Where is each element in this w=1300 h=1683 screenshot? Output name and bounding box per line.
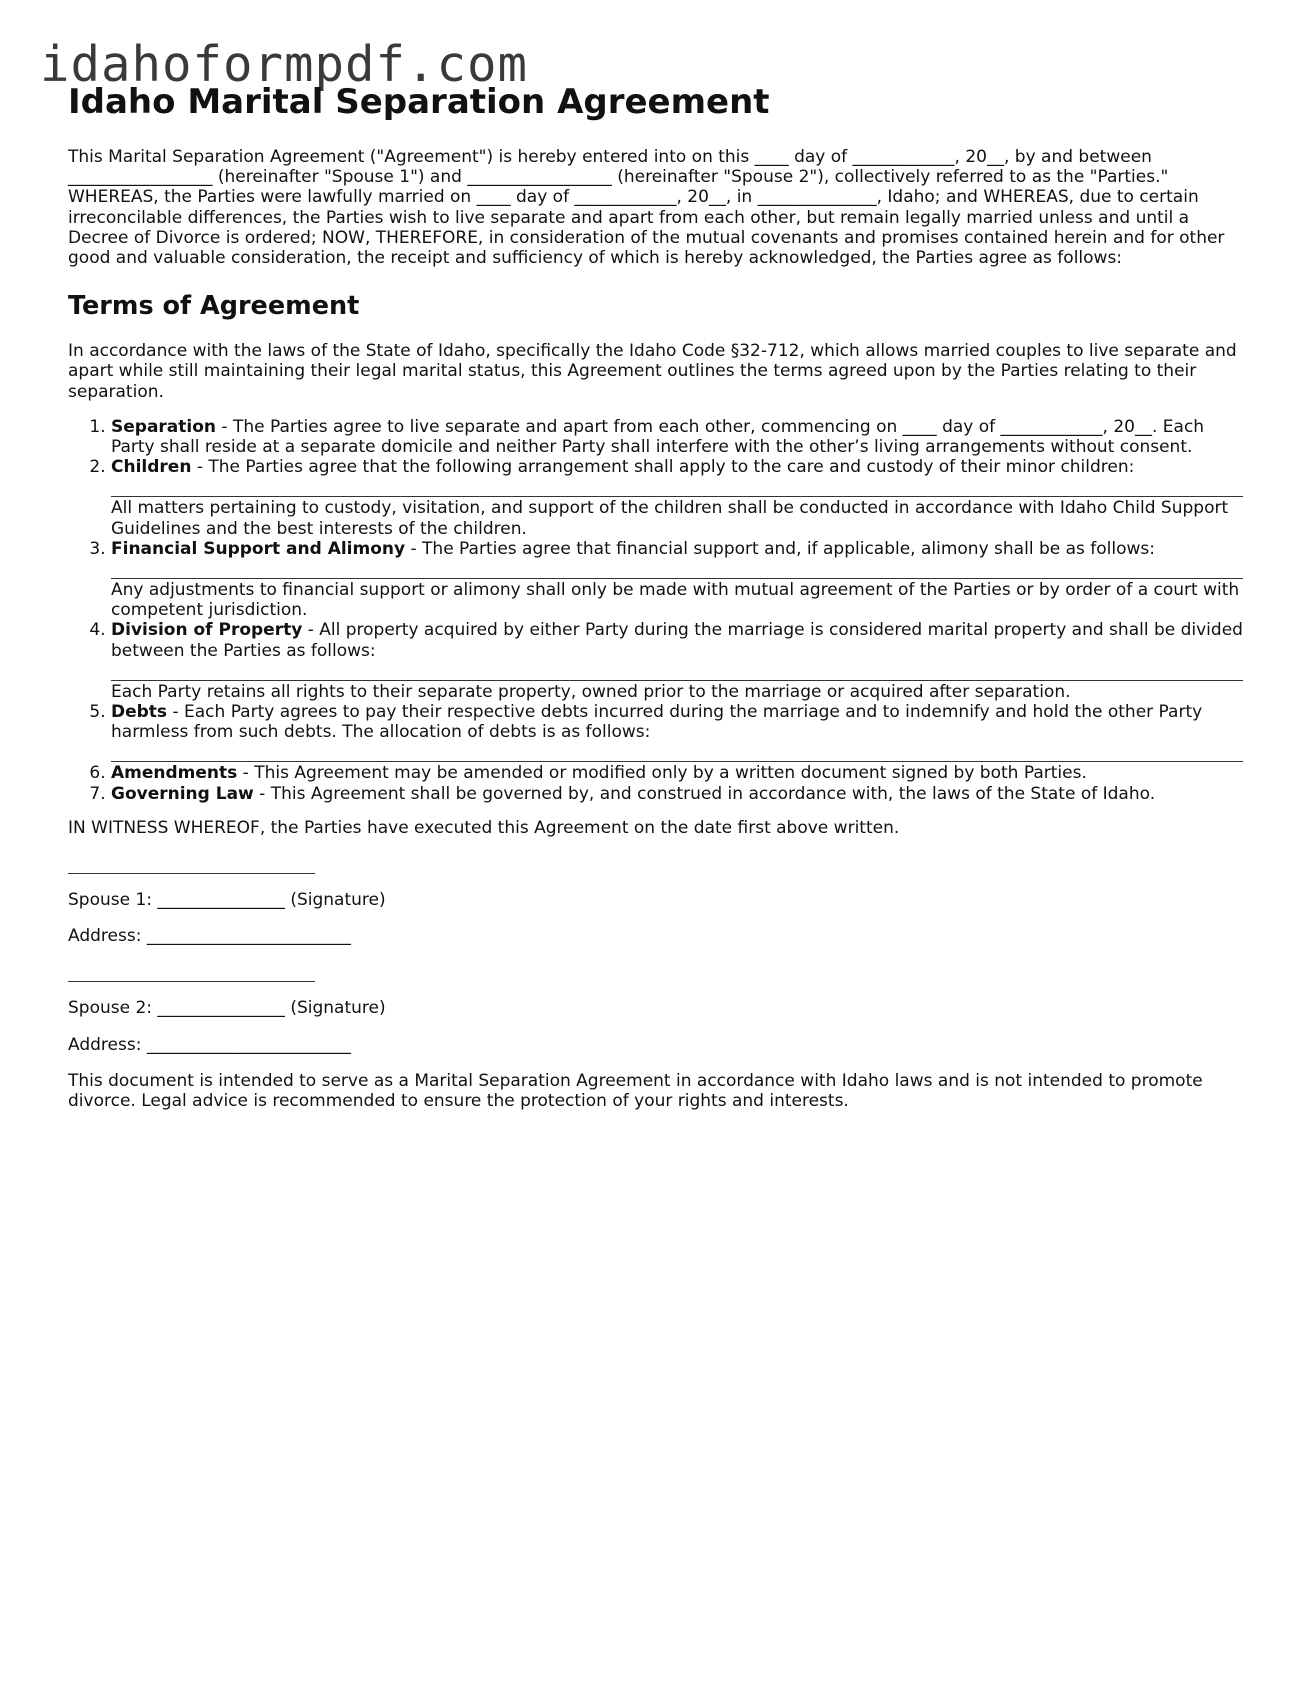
- term-text: - The Parties agree to live separate and apart from each other, commencing on ____ day of ____________, 20__. Each Party shall reside at a separate domicile and neither Party shall interfere with the other’s living arrangements without consent.: [111, 416, 1205, 458]
- term-text: - Each Party agrees to pay their respective debts incurred during the marriage and to indemnify and hold the other Party harmless from such debts. The allocation of debts is as follows:: [111, 702, 1203, 743]
- site-watermark: idahoformpdf.com: [40, 36, 529, 93]
- disclaimer-note: This document is intended to serve as a Marital Separation Agreement in accordance with Idaho laws and is not intended to promote divorce. Legal advice is recommended to ensure the protection of your rights and interests.: [68, 1070, 1203, 1112]
- term-governing-law: [111, 784, 1243, 804]
- term-label: Financial Support and Alimony: [111, 538, 406, 559]
- term-label: Debts: [111, 702, 168, 723]
- term-amendments: [111, 763, 1243, 783]
- term-label: Separation: [111, 416, 217, 437]
- term-text: - All property acquired by either Party during the marriage is considered marital property and shall be divided between the Parties as follows:: [111, 620, 1243, 661]
- term-financial-support: [111, 539, 1243, 621]
- term-label: Children: [111, 457, 192, 478]
- term-label: Amendments: [111, 763, 238, 784]
- term-followup-text: All matters pertaining to custody, visitation, and support of the children shall be conducted in accordance with Idaho Child Support Guidelines and the best interests of the children.: [111, 498, 1229, 539]
- term-text: - This Agreement shall be governed by, and construed in accordance with, the laws of the State of Idaho.: [253, 783, 1156, 804]
- term-text: - The Parties agree that financial support and, if applicable, alimony shall be as follows:: [405, 538, 1156, 559]
- term-debts: [111, 702, 1243, 762]
- debts-fill-line[interactable]: [111, 742, 1243, 762]
- children-fill-line[interactable]: [111, 477, 1243, 497]
- spouse1-signature-line[interactable]: Spouse 1: _______________ (Signature): [68, 890, 386, 911]
- term-followup-text: Any adjustments to financial support or alimony shall only be made with mutual agreement of the Parties or by order of a court with competent jurisdiction.: [111, 580, 1240, 621]
- witness-statement: IN WITNESS WHEREOF, the Parties have executed this Agreement on the date first above written.: [68, 817, 900, 838]
- terms-heading: Terms of Agreement: [68, 291, 360, 322]
- term-label: Division of Property: [111, 620, 303, 641]
- term-label: Governing Law: [111, 783, 254, 804]
- term-text: - This Agreement may be amended or modified only by a written document signed by both Parties.: [237, 763, 1087, 784]
- spouse2-signature-line[interactable]: Spouse 2: _______________ (Signature): [68, 998, 386, 1019]
- spouse2-signature-rule[interactable]: [68, 981, 315, 982]
- page-title: Idaho Marital Separation Agreement: [68, 82, 770, 122]
- spouse1-signature-rule[interactable]: [68, 873, 315, 874]
- term-separation: [111, 417, 1243, 457]
- financial-fill-line[interactable]: [111, 559, 1243, 579]
- spouse2-address-line[interactable]: Address: ________________________: [68, 1034, 351, 1055]
- term-children: [111, 457, 1243, 539]
- property-fill-line[interactable]: [111, 661, 1243, 681]
- spouse1-address-line[interactable]: Address: ________________________: [68, 926, 351, 947]
- document-body: [68, 80, 1243, 1111]
- term-division-of-property: [111, 620, 1243, 702]
- intro-paragraph: This Marital Separation Agreement ("Agreement") is hereby entered into on this ____ day of ____________, 20__, by and between _________________ (hereinafter "Spouse 1") and _________________ (hereinafter "Spouse 2"), collectively referred to as the "Parties." WHEREAS, the Parties were lawfully married on ____ day of ____________, 20__, in ______________, Idaho; and WHEREAS, due to certain irreconcilable differences, the Parties wish to live separate and apart from each other, but remain legally married unless and until a Decree of Divorce is ordered; NOW, THEREFORE, in consideration of the mutual covenants and promises contained herein and for other good and valuable consideration, the receipt and sufficiency of which is hereby acknowledged, the Parties agree as follows:: [68, 147, 1225, 269]
- term-text: - The Parties agree that the following arrangement shall apply to the care and custody of their minor children:: [191, 457, 1135, 478]
- terms-list: [68, 417, 1243, 804]
- accordance-paragraph: In accordance with the laws of the State of Idaho, specifically the Idaho Code §32-712, which allows married couples to live separate and apart while still maintaining their legal marital status, this Agreement outlines the terms agreed upon by the Parties relating to their separation.: [68, 341, 1237, 402]
- term-followup-text: Each Party retains all rights to their separate property, owned prior to the marriage or acquired after separation.: [111, 681, 1071, 702]
